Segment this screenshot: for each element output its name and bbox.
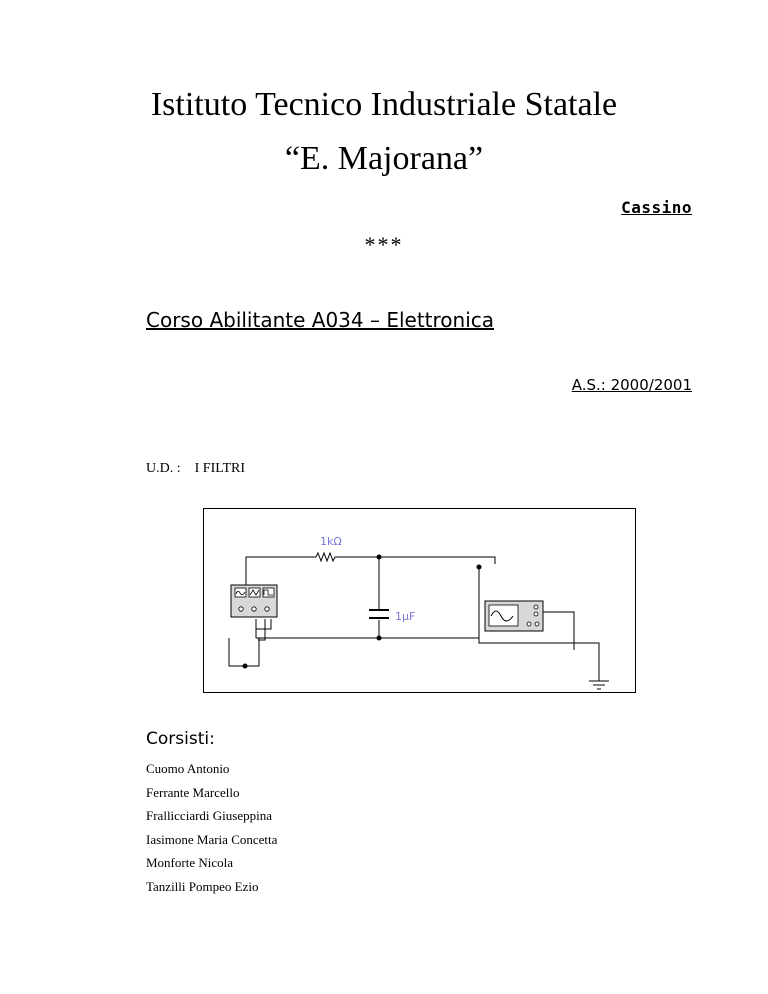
school-year: A.S.: 2000/2001: [571, 376, 692, 394]
list-item: Frallicciardi Giuseppina: [146, 808, 272, 824]
unit-label: U.D. :: [146, 461, 181, 476]
capacitor-label: 1µF: [395, 610, 416, 623]
institute-name: “E. Majorana”: [284, 140, 484, 177]
oscilloscope-icon: [485, 601, 543, 631]
unit-line: [146, 461, 245, 477]
resistor-label: 1kΩ: [320, 535, 342, 548]
list-item: Cuomo Antonio: [146, 761, 230, 776]
participants-list: [146, 757, 277, 899]
participants-heading: Corsisti:: [146, 729, 215, 749]
list-item: Tanzilli Pompeo Ezio: [146, 878, 259, 894]
rc-filter-circuit-diagram: [203, 508, 636, 693]
separator-stars: ***: [364, 232, 404, 257]
list-item: Monforte Nicola: [146, 855, 234, 871]
unit-topic: I FILTRI: [194, 461, 246, 476]
institute-title: Istituto Tecnico Industriale Statale: [150, 86, 618, 123]
list-item: Iasimone Maria Concetta: [146, 831, 278, 847]
list-item: Ferrante Marcello: [146, 784, 240, 800]
course-title: Corso Abilitante A034 – Elettronica: [146, 308, 495, 332]
city-label: Cassino: [621, 198, 692, 217]
function-generator-icon: [231, 585, 277, 617]
